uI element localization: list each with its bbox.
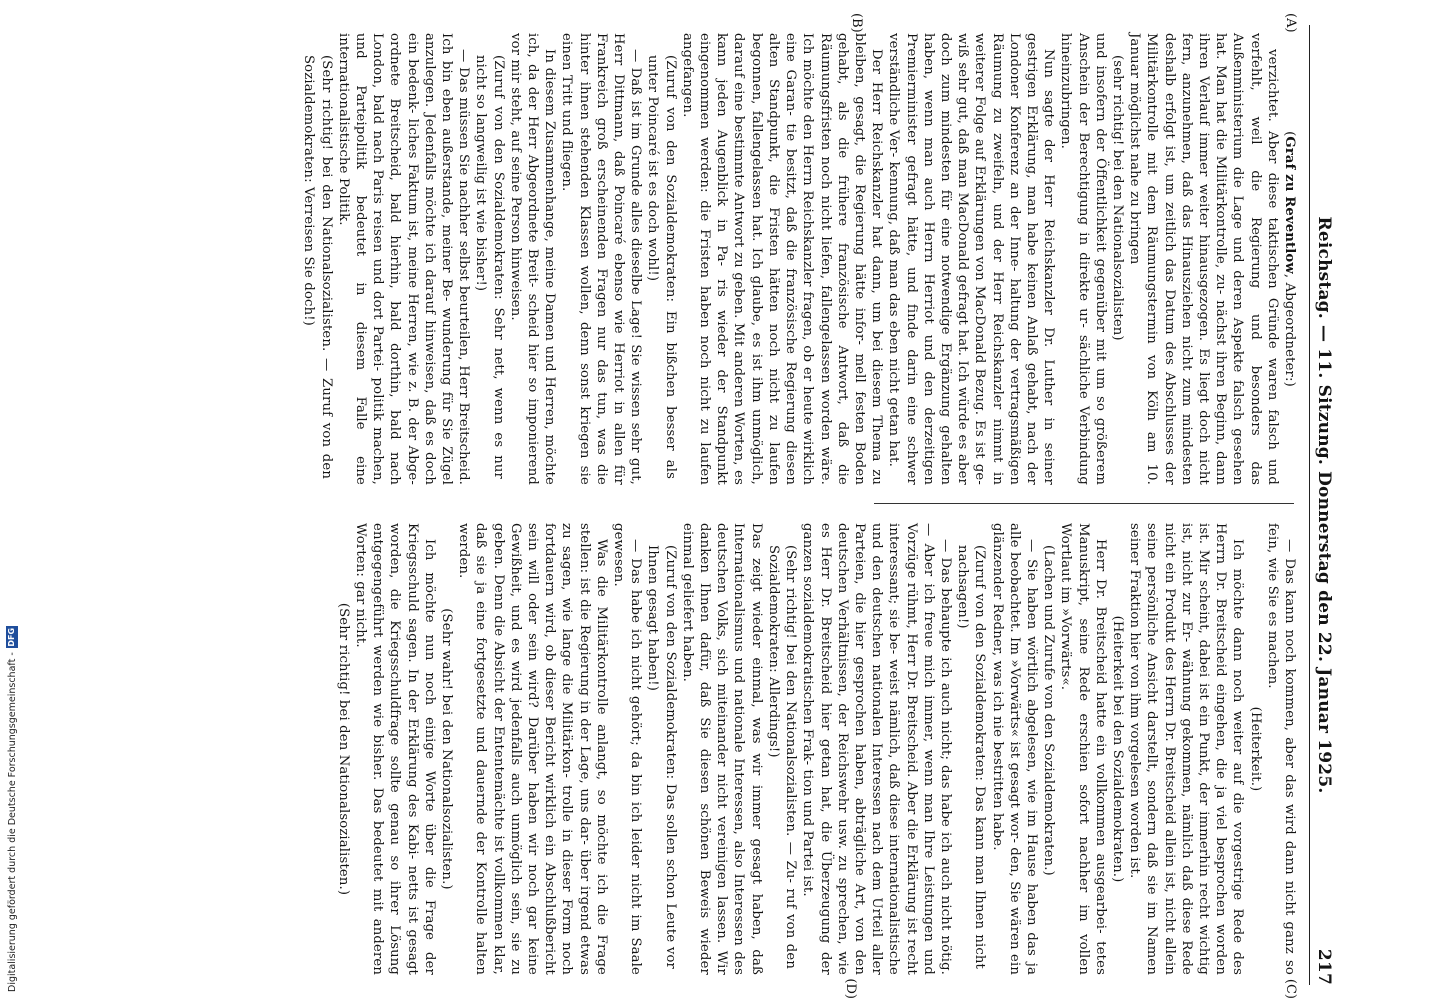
margin-mark-b: (B) bbox=[849, 13, 864, 33]
interjection-paragraph: (Zuruf von den Sozialdemokraten: Das kann man Ihnen nicht nachsagen!) bbox=[955, 545, 988, 969]
interjection-paragraph: (Sehr wahr! bei den Nationalsozialisten.) bbox=[439, 608, 455, 890]
header-title: Reichstag. — 11. Sitzung. Donnerstag den 22. Januar 1925. bbox=[1314, 216, 1334, 794]
text-paragraph: — Das behaupte ich auch nicht; das habe ich auch nicht nötig. — Aber ich freue mich immer, wenn man Ihre Leistungen und Vorzüge rühmt, Herr Dr. Breitscheid. Aber die Erklärung ist recht interessant; sie be- weist nämlich, daß diese internationalistische und den deutschen nationalen Interessen nach dem Urteil aller Parteien, die hier gesprochen haben, abträgliche Art, von den deutschen Verhältnissen, der Reichswehr usw. zu sprechen, wie es Herr Dr. Breitscheid hier getan hat, die Überzeugung der ganzen sozialdemokratischen Frak- tion und Partei ist. bbox=[800, 523, 953, 975]
margin-mark-a: (A) bbox=[1283, 13, 1298, 33]
header-rule bbox=[1309, 25, 1310, 985]
text-paragraph: Was die Militärkontrolle anlangt, so möchte ich die Frage stellen: ist die Regierung in der Lage, uns dar- über irgend etwas zu sagen, wie lange die Militärkon- trolle in dieser Form noch fortdauern wird, ob dieser Bericht wirklich ein Abschlußbericht sein will oder sein wird? Darüber haben wir noch gar keine Gewißheit, und es wird jedenfalls auch unmöglich sein, sie zu geben. Denn die Absicht der Ententemächte ist vollkommen klar, daß sie ja eine fortgesetzte und dauernde der Kontrolle halten werden. bbox=[456, 523, 609, 975]
interjection-paragraph: (Sehr richtig! bei den Nationalsozialisten. — Zuruf von den Sozialdemokraten: Verreisen Sie doch!) bbox=[301, 55, 334, 479]
text-paragraph: — Daß ist im Grunde alles dieselbe Lage! Sie wissen sehr gut, Herr Dittmann, daß Poincaré ebenso wie Herriot in allen für Frankreich groß erscheinenden Fragen nur das tun, was die hinter ihnen stehenden Klassen wollen, denn sonst kriegen sie einen Tritt und fliegen. bbox=[559, 33, 644, 485]
text-paragraph: Ich möchte nun noch einige Worte über die Frage der Kriegsschuld sagen. In der Erklärung des Kabi- netts ist gesagt worden, die Kriegsschuldfrage sollte genau so ihrer Lösung entgegengeführt werden wie bisher. Das bedeutet mit anderen Worten: gar nicht. bbox=[353, 523, 437, 975]
interjection-paragraph: (Heiterkeit.) bbox=[1247, 706, 1263, 792]
text-paragraph: und insofern der Öffentlichkeit gegenüber mit um so größerem Anschein der Berechtigung in direkte ur- sächliche Verbindung hineinzubringen. bbox=[1058, 33, 1108, 485]
page-number: 217 bbox=[1314, 948, 1334, 985]
interjection-paragraph: (Zuruf von den Sozialdemokraten: Das sollen schon Leute vor Ihnen gesagt haben!) bbox=[645, 545, 678, 969]
speaker-role: , Abgeordneter: bbox=[1282, 273, 1297, 382]
running-header bbox=[1308, 25, 1334, 985]
text-paragraph: In diesem Zusammenhange, meine Damen und Herren, möchte ich, da der Herr Abgeordnete Breit- scheid hier so imponierend vor mir steht, auf seine Person hinweisen. bbox=[507, 33, 558, 485]
text-paragraph: — Das habe ich nicht gehört; da bin ich leider nicht im Saale gewesen. bbox=[611, 523, 644, 975]
interjection-paragraph: (Lachen und Zurufe von den Sozialdemokraten.) bbox=[1041, 545, 1057, 876]
interjection-paragraph: (Zuruf von den Sozialdemokraten: Sehr nett, wenn es nur nicht so langweilig ist wie bisher!) bbox=[473, 55, 506, 479]
interjection-paragraph: (sehr richtig! bei den Nationalsozialisten) bbox=[1109, 55, 1125, 341]
right-text-column bbox=[335, 523, 1298, 975]
text-paragraph: Nun sagte der Herr Reichskanzler Dr. Luther in seiner gestrigen Erklärung, man habe keinen Anlaß gehabt, nach der Londoner Konferenz an der Inne- haltung der vertragsmäßigen Räumung zu zweifeln, und der Herr Reichskanzler nimmt in weiterer Folge auf Erklärungen von MacDonald Bezug. Es ist ge- wiß sehr gut, daß man MacDonald gefragt hat. Ich würde es aber doch zum mindesten für eine notwendige Ergänzung gehalten haben, wenn man auch Herrn Herriot und den derzeitigen Premierminister gefragt hätte, und finde darin eine schwer verständliche Ver- kennung, daß man das eben nicht getan hat. bbox=[886, 33, 1057, 485]
text-paragraph: — Das müssen Sie nachher selbst beurteilen, Herr Breitscheid. Ich bin eben außerstande, meiner Be- wunderung für Sie Zügel anzulegen. Jedenfalls möchte ich darauf hinweisen, daß es doch ein bedenk- liches Faktum ist, meine Herren, wie z. B. der Abge- ordnete Breitscheid, bald hierhin, bald dorthin, bald nach London, bald nach Paris reisen und dort Partei- politik machen, und Parteipolitik bedeutet in diesem Falle eine internationalistische Politik. bbox=[335, 33, 472, 485]
speaker-line: (Graf zu Reventlow, Abgeordneter:) bbox=[1282, 131, 1297, 387]
left-text-column bbox=[300, 33, 1298, 485]
text-paragraph: Herr Dr. Breitscheid hatte ein vollkommen ausgearbei- tetes Manuskript, seine Rede erschien sofort nachher im vollen Wortlaut im »Vorwärts«. bbox=[1058, 523, 1108, 975]
credit-text: Digitalisierung gefördert durch die Deutsche Forschungsgemeinschaft - bbox=[6, 652, 18, 992]
margin-mark-c: (C) bbox=[1283, 978, 1298, 999]
interjection-paragraph: (Sehr richtig! bei den Nationalsozialisten.) bbox=[335, 602, 351, 896]
speaker-name: Graf zu Reventlow bbox=[1282, 136, 1297, 274]
interjection-paragraph: (Heiterkeit bei den Sozialdemokraten.) bbox=[1109, 615, 1125, 883]
margin-mark-d: (D) bbox=[843, 978, 858, 999]
text-paragraph: Das zeigt wieder einmal, was wir immer gesagt haben, daß Internationalismus und nationale Interessen, also Interessen des deutschen Volks, sich miteinander nicht vereinigen lassen. Wir danken Ihnen dafür, daß Sie diesen schönen Beweis wieder einmal geliefert haben. bbox=[679, 523, 764, 975]
text-paragraph: verzichtet. Aber diese taktischen Gründe waren falsch und verfehlt, weil die Regierung und besonders das Außenministerium die Lage und deren Aspekte falsch gesehen hat. Man hat die Militärkontrolle, zu- nächst ihren Beginn, dann ihren Verlauf immer weiter hinausgezogen. Es liegt doch nicht fern, anzunehmen, daß das Hinausziehen nicht zum mindesten deshalb erfolgt ist, um zeitlich das Datum des Abschlusses der Militärkontrolle mit dem Räumungstermin von Köln am 10. Januar möglichst nahe zu bringen bbox=[1127, 33, 1280, 485]
interjection-paragraph: (Sehr richtig! bei den Nationalsozialisten. — Zu- ruf von den Sozialdemokraten: Allerdings!) bbox=[765, 545, 799, 969]
text-paragraph: — Das kann noch kommen, aber das wird dann nicht ganz so fein, wie Sie es machen. bbox=[1264, 523, 1297, 975]
digitization-credit bbox=[6, 626, 18, 992]
interjection-paragraph: (Zuruf von den Sozialdemokraten: Ein bißchen besser als unter Poincaré ist es doch wohl!) bbox=[645, 55, 678, 479]
text-paragraph: — Sie haben wörtlich abgelesen, wie im Hause haben das ja alle beobachtet. Im »Vorwärts« ist gesagt wor- den, Sie wären ein glänzender Redner, was ich nie bestritten habe. bbox=[989, 523, 1039, 975]
text-paragraph: Der Herr Reichskanzler hat dann, um bei diesem Thema zu bleiben, gesagt, die Regierung hätte infor- mell festen Boden gehabt, als die frühere französische Antwort, daß die Räumungsfristen noch nicht liefen, fallengelassen worden wäre. Ich möchte den Herrn Reichskanzler fragen, ob er heute wirklich eine Garan- tie besitzt, daß die französische Regierung diesen alten Standpunkt, die Fristen hätten noch nicht zu laufen begonnen, fallengelassen hat. Ich glaube, es ist ihm unmöglich, darauf eine bestimmte Antwort zu geben. Mit anderen Worten, es kann jeden Augenblick in Pa- ris wieder der Standpunkt eingenommen werden: die Fristen haben noch nicht zu laufen angefangen. bbox=[679, 33, 885, 485]
column-divider bbox=[874, 503, 1294, 504]
rotated-document-page bbox=[42, 5, 1342, 1005]
text-paragraph: Ich möchte dann noch weiter auf die vorgestrige Rede des Herrn Dr. Breitscheid eingehen, die ja viel besprochen worden ist. Mir scheint, dabei ist ein Punkt, der immerhin recht wichtig ist, nicht zur Er- wähnung gekommen, nämlich daß diese Rede nicht ein Produkt des Herrn Dr. Breitscheid allein ist, nicht allein seine persönliche Ansicht darstellt, sondern daß sie im Namen seiner Fraktion hier von ihm vorgelesen worden ist. bbox=[1127, 523, 1246, 975]
dfg-logo: DFG bbox=[7, 627, 16, 647]
